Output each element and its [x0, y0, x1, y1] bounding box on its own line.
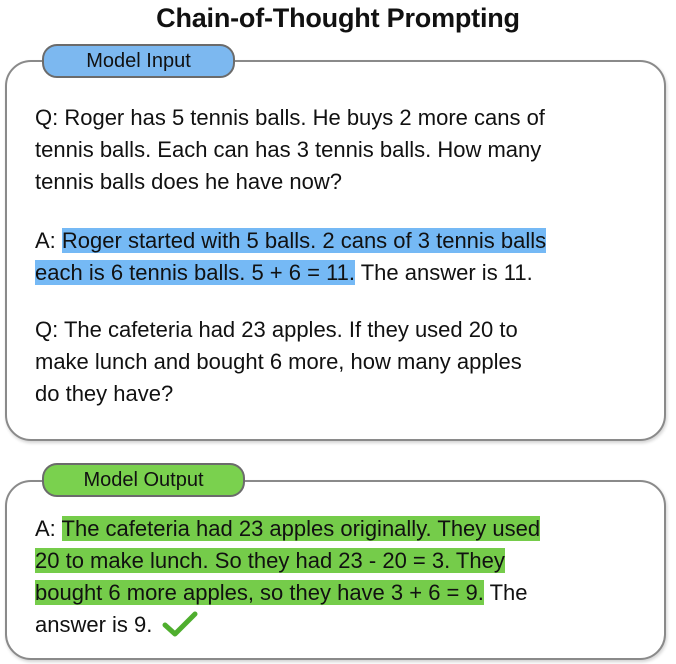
model-output-tag: Model Output — [42, 463, 245, 497]
answer-1-line — [35, 257, 546, 289]
model-answer-line — [35, 577, 540, 609]
model-answer-prefix: A: — [35, 516, 62, 541]
question-2-line: make lunch and bought 6 more, how many apples — [35, 349, 522, 374]
check-icon — [162, 610, 198, 647]
model-answer-line — [35, 609, 540, 647]
question-2-line: do they have? — [35, 381, 174, 406]
model-answer-final: answer is 9. — [35, 612, 153, 637]
model-input-tag: Model Input — [42, 44, 235, 78]
model-answer-reasoning-highlight: The cafeteria had 23 apples originally. They used — [61, 516, 541, 541]
question-1-line: Q: Roger has 5 tennis balls. He buys 2 more cans of — [35, 105, 545, 130]
question-1-line: tennis balls does he have now? — [35, 169, 342, 194]
question-2-line: Q: The cafeteria had 23 apples. If they used 20 to — [35, 317, 518, 342]
model-answer-reasoning-highlight: 20 to make lunch. So they had 23 - 20 = 3. They — [35, 548, 505, 573]
question-2 — [35, 314, 522, 410]
answer-1 — [35, 225, 546, 289]
answer-1-suffix: The answer is 11. — [355, 260, 533, 285]
answer-1-line — [35, 225, 546, 257]
question-1-line: tennis balls. Each can has 3 tennis balls. How many — [35, 137, 542, 162]
answer-1-reasoning-highlight: each is 6 tennis balls. 5 + 6 = 11. — [35, 260, 356, 285]
model-answer-reasoning-highlight: bought 6 more apples, so they have 3 + 6 = 9. — [35, 580, 484, 605]
answer-1-prefix: A: — [35, 228, 62, 253]
model-answer — [35, 513, 540, 647]
model-answer-after-highlight: The — [483, 580, 528, 605]
model-answer-line — [35, 545, 540, 577]
model-answer-line — [35, 513, 540, 545]
answer-1-reasoning-highlight: Roger started with 5 balls. 2 cans of 3 tennis balls — [61, 228, 547, 253]
question-1 — [35, 102, 545, 198]
page-title: Chain-of-Thought Prompting — [156, 3, 520, 33]
